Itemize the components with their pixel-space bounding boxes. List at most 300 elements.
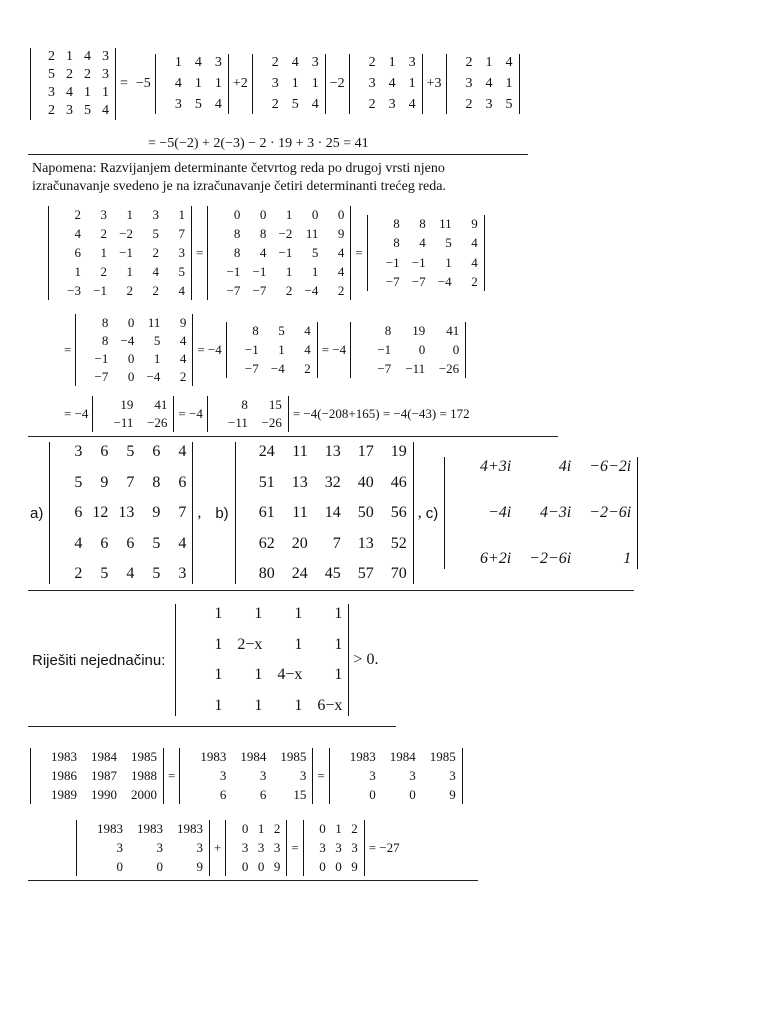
matrix-cell: 57 xyxy=(357,565,374,582)
matrix-cell: 1 xyxy=(126,207,133,222)
matrix-cell: 5 xyxy=(278,323,285,338)
matrix-cell: 4 xyxy=(408,97,416,112)
matrix-cell: 3 xyxy=(259,768,267,783)
matrix-cell: 3 xyxy=(196,840,203,855)
matrix-cell: 1985 xyxy=(429,749,456,764)
matrix-cell: 17 xyxy=(357,443,374,460)
matrix-cell: 1 xyxy=(334,635,343,653)
det2-row xyxy=(60,396,474,432)
matrix-cell: 0 xyxy=(319,859,326,874)
matrix-cell: 9 xyxy=(351,859,358,874)
matrix-row xyxy=(356,55,416,71)
coef: = −4 xyxy=(321,342,347,357)
matrix-cell: 3 xyxy=(156,840,163,855)
matrix-cell: 3 xyxy=(241,840,249,855)
matrix-cell: 2 xyxy=(74,565,83,582)
det4-result-text: = −5(−2) + 2(−3) − 2 · 19 + 3 · 25 = 41 xyxy=(148,136,369,151)
matrix-cell: −7 xyxy=(411,273,426,289)
matrix-cell: 9 xyxy=(449,787,456,802)
matrix-cell: 6+2i xyxy=(479,550,512,567)
matrix-cell: −1 xyxy=(252,264,267,279)
matrix-cell: 1 xyxy=(66,49,73,64)
matrix-cell: 32 xyxy=(324,473,341,491)
matrix-cell: 1 xyxy=(214,605,223,622)
note-line-1: Napomena: Razvijanjem determinante četvrtog reda po drugoj vrsti njeno xyxy=(32,161,445,176)
matrix-cell: 2 xyxy=(304,361,311,376)
matrix-cell: 7 xyxy=(332,534,341,552)
matrix-cell: 4 xyxy=(102,103,109,118)
matrix-cell: 1983 xyxy=(97,821,123,836)
matrix-cell: 52 xyxy=(390,534,407,552)
matrix-cell: 4 xyxy=(471,254,478,270)
year-det-5 xyxy=(225,820,287,876)
matrix-row xyxy=(310,821,358,837)
matrix-cell: 1 xyxy=(254,605,263,622)
matrix-cell: 9 xyxy=(179,315,187,330)
matrix-row xyxy=(336,749,456,765)
matrix-row xyxy=(214,245,344,261)
matrix-row xyxy=(56,474,186,492)
label-a: a) xyxy=(30,504,44,522)
matrix-cell: 3 xyxy=(368,76,376,91)
matrix-cell: 2 xyxy=(179,369,187,384)
matrix-cell: 1 xyxy=(505,76,513,91)
matrix-cell: 61 xyxy=(258,504,275,521)
matrix-cell: 3 xyxy=(178,565,187,582)
coef-1: −5 xyxy=(135,76,151,91)
matrix-row xyxy=(259,55,319,71)
matrix-cell: 2 xyxy=(126,283,133,298)
matrix-cell: −26 xyxy=(261,415,282,430)
matrix-row xyxy=(55,245,185,261)
matrix-cell: 8 xyxy=(233,226,241,241)
matrix-cell: 1 xyxy=(100,245,107,260)
matrix-cell: −7 xyxy=(244,361,259,376)
matrix-cell: 6 xyxy=(74,245,81,260)
matrix-cell: 0 xyxy=(257,859,265,874)
matrix-cell: 40 xyxy=(357,473,374,491)
matrix-cell: 1986 xyxy=(51,768,77,783)
det3-a xyxy=(226,322,318,378)
year-det-row-1 xyxy=(30,748,463,804)
equals-sign: = xyxy=(168,768,176,783)
matrix-cell: 5 xyxy=(152,565,161,582)
minor-3 xyxy=(349,54,423,114)
matrix-row xyxy=(82,315,186,331)
coef: = −4 xyxy=(178,406,203,421)
comma: , xyxy=(417,504,422,521)
matrix-cell: 1 xyxy=(485,55,493,70)
matrix-cell: 7 xyxy=(178,504,187,521)
matrix-cell: −1 xyxy=(244,342,259,357)
matrix-b xyxy=(235,442,414,584)
matrix-cell: 6 xyxy=(126,534,135,552)
matrix-cell: 15 xyxy=(293,787,307,802)
matrix-row xyxy=(233,342,311,358)
matrix-cell: 1 xyxy=(214,666,223,684)
matrix-row xyxy=(55,207,185,223)
inequality-matrix xyxy=(175,604,349,716)
matrix-cell: −4 xyxy=(120,333,135,348)
matrix-cell: −2−6i xyxy=(529,550,572,567)
matrix-cell: 0 xyxy=(127,351,135,366)
matrix-row xyxy=(214,415,282,431)
matrix-cell: 3 xyxy=(319,840,326,855)
matrix-row xyxy=(186,768,306,784)
matrix-cell: 4 xyxy=(74,226,81,241)
matrix-cell: −1 xyxy=(94,351,109,366)
matrix-cell: −1 xyxy=(278,245,293,260)
det2-b xyxy=(207,396,289,432)
det4-result xyxy=(148,136,369,152)
matrix-row xyxy=(83,821,203,837)
matrix-a xyxy=(49,442,193,584)
matrix-row xyxy=(356,76,416,92)
matrix-cell: 0 xyxy=(452,342,460,357)
matrix-cell: 9 xyxy=(100,473,109,491)
matrix-cell: 5 xyxy=(311,245,319,260)
matrix-cell: 2 xyxy=(74,207,81,222)
matrix-cell: 0 xyxy=(127,369,135,384)
matrix-row xyxy=(336,787,456,803)
matrix-cell: 5 xyxy=(178,264,185,279)
matrix-row xyxy=(162,55,222,71)
matrix-cell: 0 xyxy=(418,342,426,357)
matrix-cell: 1 xyxy=(623,550,632,567)
exercise-determinants-row xyxy=(30,442,638,584)
matrix-cell: −7 xyxy=(94,369,109,384)
matrix-cell: 1 xyxy=(278,342,285,357)
matrix-cell: 1 xyxy=(194,76,202,91)
matrix-row xyxy=(56,535,186,553)
matrix-cell: 13 xyxy=(357,534,374,552)
equals-sign: = xyxy=(291,840,299,855)
matrix-cell: 0 xyxy=(311,207,319,222)
det4-reduced xyxy=(367,215,485,291)
matrix-row xyxy=(310,859,358,875)
matrix-cell: 5 xyxy=(126,443,135,460)
matrix-cell: 0 xyxy=(369,787,376,802)
matrix-cell: 0 xyxy=(241,821,249,836)
matrix-c xyxy=(444,457,638,569)
divider-1 xyxy=(28,154,528,155)
matrix-cell: 24 xyxy=(258,443,275,460)
matrix-row xyxy=(242,504,407,522)
matrix-cell: 5 xyxy=(152,534,161,552)
matrix-cell: 51 xyxy=(258,473,275,491)
det4-expansion-row xyxy=(30,48,520,120)
matrix-cell: 11 xyxy=(147,315,161,330)
matrix-cell: 3 xyxy=(102,67,109,82)
matrix-cell: 3 xyxy=(409,768,416,783)
matrix-cell: 3 xyxy=(299,768,307,783)
matrix-cell: 5 xyxy=(48,67,55,82)
matrix-cell: 3 xyxy=(257,840,265,855)
matrix-row xyxy=(162,76,222,92)
matrix-cell: 6 xyxy=(178,473,187,491)
matrix-row xyxy=(374,235,478,251)
divider-2 xyxy=(28,436,558,437)
matrix-cell: 4 xyxy=(291,55,299,70)
matrix-cell: 0 xyxy=(337,207,345,222)
matrix-cell: 1 xyxy=(334,605,343,622)
matrix-cell: 4 xyxy=(471,235,478,251)
matrix-cell: 3 xyxy=(74,443,83,460)
inequality-row xyxy=(32,604,382,716)
det3-b xyxy=(350,322,466,378)
matrix-cell: 4 xyxy=(179,333,187,348)
matrix-cell: 3 xyxy=(116,840,123,855)
year-det-row-2 xyxy=(76,820,404,876)
matrix-cell: 3 xyxy=(273,840,281,855)
matrix-cell: 8 xyxy=(393,216,400,231)
matrix-cell: 2 xyxy=(471,273,478,289)
matrix-row xyxy=(357,342,459,358)
year-det-6 xyxy=(303,820,365,876)
matrix-cell: 6 xyxy=(152,443,161,460)
matrix-cell: 9 xyxy=(152,504,161,521)
matrix-cell: 2 xyxy=(465,55,473,70)
year-det-1 xyxy=(30,748,164,804)
comma: , xyxy=(197,504,202,521)
matrix-cell: 4 xyxy=(84,49,91,64)
coef-2: +2 xyxy=(232,76,248,91)
matrix-cell: 1 xyxy=(311,76,319,91)
matrix-cell: −7 xyxy=(385,273,400,289)
matrix-cell: 1 xyxy=(254,696,263,714)
matrix-row xyxy=(232,859,280,875)
year-det-4 xyxy=(76,820,210,876)
matrix-row xyxy=(453,76,513,92)
matrix-cell: 0 xyxy=(116,859,123,874)
matrix-row xyxy=(82,369,186,385)
matrix-cell: 11 xyxy=(292,443,308,460)
matrix-row xyxy=(83,840,203,856)
matrix-cell: −4i xyxy=(487,504,512,521)
matrix-row xyxy=(37,749,157,765)
matrix-row xyxy=(37,49,109,65)
det5-transformed xyxy=(207,206,351,300)
matrix-cell: 4 xyxy=(337,245,345,260)
matrix-cell: 9 xyxy=(196,859,203,874)
matrix-cell: 19 xyxy=(120,397,134,412)
matrix-cell: −11 xyxy=(405,361,426,376)
matrix-cell: 3 xyxy=(102,49,109,64)
coef-3: −2 xyxy=(329,76,345,91)
matrix-row xyxy=(55,264,185,280)
matrix-cell: 3 xyxy=(174,97,182,112)
matrix-cell: 41 xyxy=(154,397,168,412)
matrix-cell: 4 xyxy=(505,55,513,70)
matrix-row xyxy=(56,443,186,461)
matrix-row xyxy=(374,216,478,232)
matrix-cell: 1984 xyxy=(389,749,416,764)
matrix-cell: 4i xyxy=(558,458,572,475)
matrix-cell: 0 xyxy=(241,859,249,874)
divider-5 xyxy=(28,880,478,881)
matrix-row xyxy=(182,697,342,715)
matrix-cell: 1 xyxy=(257,821,265,836)
matrix-row xyxy=(242,565,407,583)
matrix-row xyxy=(214,397,282,413)
matrix-cell: 3 xyxy=(335,840,342,855)
coef: = −4 xyxy=(64,406,89,421)
divider-3 xyxy=(28,590,634,591)
equals-sign: = xyxy=(120,76,128,91)
matrix-cell: 1985 xyxy=(280,749,307,764)
matrix-cell: 11 xyxy=(305,226,319,241)
matrix-cell: 2 xyxy=(66,67,73,82)
matrix-cell: −1 xyxy=(119,245,133,260)
matrix-cell: 5 xyxy=(194,97,202,112)
matrix-cell: 4 xyxy=(311,97,319,112)
matrix-cell: 1 xyxy=(285,207,293,222)
det2-final: = −4(−208+165) = −4(−43) = 172 xyxy=(292,406,470,421)
matrix-cell: 6 xyxy=(100,534,109,552)
matrix-cell: 3 xyxy=(66,103,73,118)
matrix-cell: 1 xyxy=(178,207,185,222)
matrix-cell: 4 xyxy=(259,245,267,260)
matrix-cell: 2 xyxy=(84,67,91,82)
matrix-cell: 1 xyxy=(74,264,81,279)
matrix-cell: 2000 xyxy=(131,787,157,802)
matrix-row xyxy=(82,333,186,349)
matrix-row xyxy=(451,458,631,476)
matrix-cell: 2−x xyxy=(237,635,263,653)
matrix-cell: 3 xyxy=(311,55,319,70)
matrix-cell: 80 xyxy=(258,565,275,582)
matrix-cell: 12 xyxy=(92,504,109,521)
matrix-row xyxy=(356,97,416,113)
matrix-row xyxy=(233,361,311,377)
matrix-row xyxy=(242,474,407,492)
matrix-row xyxy=(451,550,631,568)
matrix-row xyxy=(357,361,459,377)
equals-sign: = xyxy=(64,342,72,357)
matrix-cell: 1 xyxy=(214,635,223,653)
matrix-cell: 8 xyxy=(101,315,109,330)
matrix-cell: 2 xyxy=(100,226,107,241)
matrix-cell: 4 xyxy=(304,342,311,357)
matrix-cell: 3 xyxy=(465,76,473,91)
matrix-cell: 3 xyxy=(351,840,358,855)
matrix-cell: 2 xyxy=(48,49,55,64)
matrix-cell: 24 xyxy=(291,565,308,582)
matrix-row xyxy=(453,97,513,113)
matrix-cell: 1983 xyxy=(177,821,203,836)
matrix-cell: 4 xyxy=(152,264,159,279)
matrix-cell: 6 xyxy=(259,787,267,802)
matrix-cell: 2 xyxy=(351,821,358,836)
matrix-cell: 13 xyxy=(324,443,341,460)
matrix-row xyxy=(242,443,407,461)
matrix-cell: 1 xyxy=(174,55,182,70)
matrix-row xyxy=(259,76,319,92)
matrix-cell: 7 xyxy=(126,473,135,491)
matrix-cell: 5 xyxy=(505,97,513,112)
matrix-cell: 0 xyxy=(259,207,267,222)
matrix-cell: 5 xyxy=(74,473,83,491)
matrix-row xyxy=(37,768,157,784)
matrix-row xyxy=(186,749,306,765)
matrix-cell: 3 xyxy=(388,97,396,112)
matrix-cell: 5 xyxy=(84,103,91,118)
matrix-cell: 4 xyxy=(304,323,311,338)
matrix-cell: 2 xyxy=(152,245,159,260)
matrix-cell: 8 xyxy=(393,235,400,251)
matrix-cell: 0 xyxy=(156,859,163,874)
label-b: b) xyxy=(215,504,229,522)
matrix-cell: −11 xyxy=(227,415,248,430)
matrix-cell: 4 xyxy=(485,76,493,91)
matrix-cell: −4 xyxy=(304,283,319,298)
matrix-cell: 2 xyxy=(152,283,159,298)
matrix-cell: 19 xyxy=(390,443,407,460)
matrix-row xyxy=(233,323,311,339)
matrix-cell: 1 xyxy=(334,666,343,684)
year-result: = −27 xyxy=(368,840,400,855)
matrix-cell: 4 xyxy=(337,264,345,279)
matrix-cell: 4+3i xyxy=(479,458,512,475)
matrix-row xyxy=(37,67,109,83)
inequality-relation: > 0. xyxy=(353,651,379,668)
matrix-row xyxy=(182,605,342,623)
matrix-cell: 13 xyxy=(118,504,135,521)
matrix-cell: 4 xyxy=(388,76,396,91)
matrix-cell: 2 xyxy=(368,97,376,112)
matrix-cell: 4 xyxy=(174,76,182,91)
matrix-cell: 50 xyxy=(357,504,374,521)
year-det-2 xyxy=(179,748,313,804)
equals-sign: = xyxy=(355,245,363,260)
matrix-cell: 8 xyxy=(241,397,248,412)
matrix-cell: 2 xyxy=(285,283,293,298)
matrix-row xyxy=(37,85,109,101)
matrix-cell: −7 xyxy=(226,283,241,298)
matrix-cell: 1983 xyxy=(200,749,227,764)
matrix-cell: 1985 xyxy=(131,749,157,764)
matrix-cell: 1 xyxy=(285,264,293,279)
matrix-cell: 6 xyxy=(219,787,227,802)
matrix-cell: 1983 xyxy=(349,749,376,764)
matrix-row xyxy=(37,103,109,119)
matrix-cell: 1 xyxy=(291,76,299,91)
matrix-cell: 5 xyxy=(100,565,109,582)
minor-2 xyxy=(252,54,326,114)
matrix-cell: 1988 xyxy=(131,768,157,783)
matrix-row xyxy=(232,821,280,837)
matrix-cell: 4 xyxy=(66,85,73,100)
matrix-cell: −1 xyxy=(377,342,392,357)
matrix-cell: 6 xyxy=(74,504,83,521)
equals-sign: = xyxy=(317,768,325,783)
matrix-cell: 1983 xyxy=(137,821,163,836)
matrix-cell: 3 xyxy=(152,207,159,222)
minor-4 xyxy=(446,54,520,114)
matrix-cell: 6−x xyxy=(317,696,343,714)
matrix-cell: 70 xyxy=(390,565,407,582)
label-c: c) xyxy=(425,504,439,522)
matrix-cell: −1 xyxy=(93,283,107,298)
matrix-cell: 1 xyxy=(84,85,91,100)
matrix-cell: 15 xyxy=(268,397,282,412)
matrix-row xyxy=(232,840,280,856)
year-det-3 xyxy=(329,748,463,804)
plus-sign: + xyxy=(214,840,222,855)
matrix-cell: 4 xyxy=(419,235,426,251)
matrix-cell: 3 xyxy=(449,768,456,783)
det4-col-reduced xyxy=(75,314,193,386)
